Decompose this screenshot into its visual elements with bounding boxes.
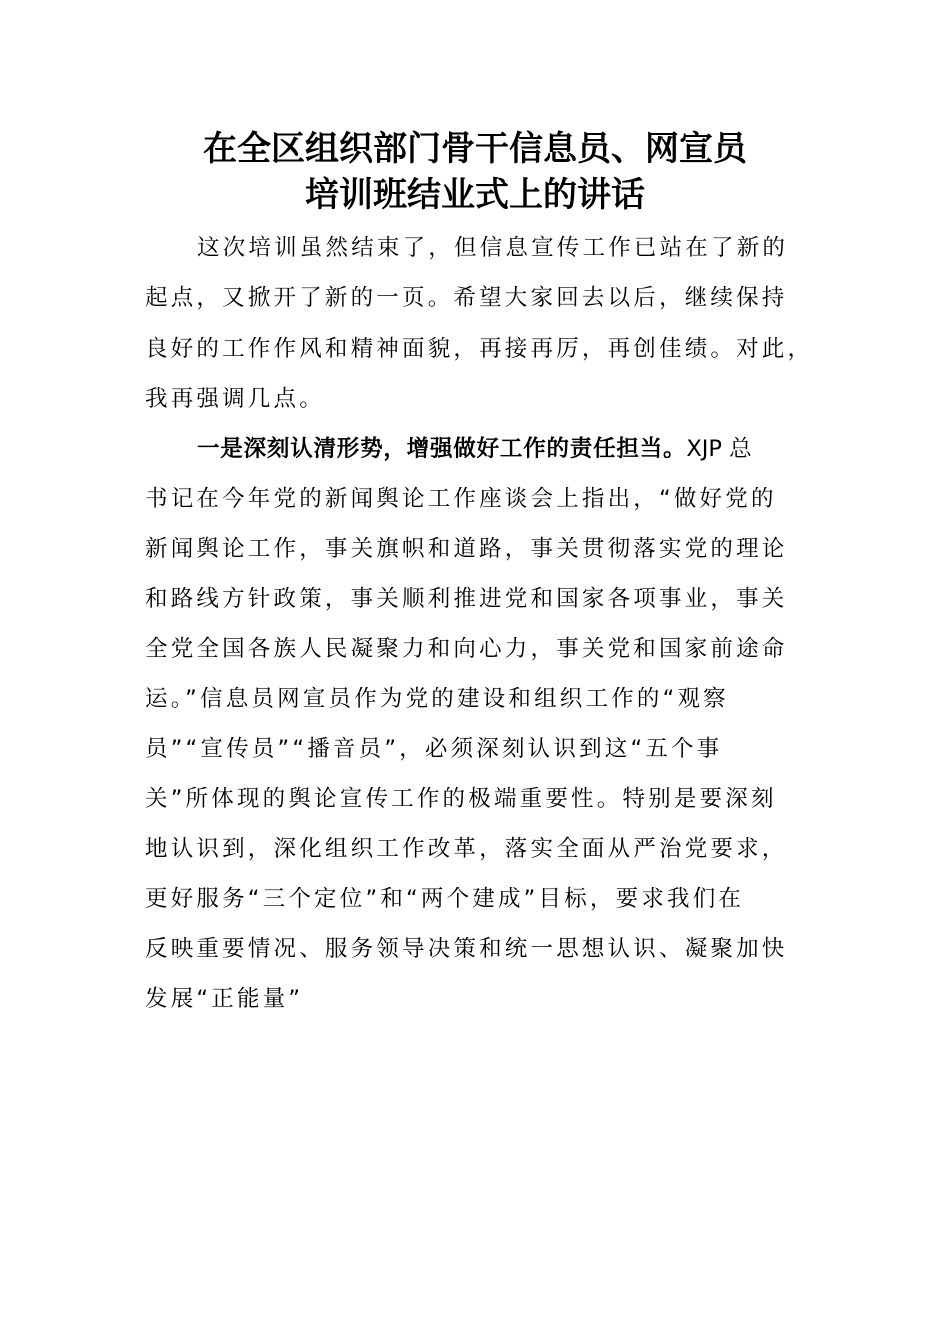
paragraph-2-line-1 (197, 434, 825, 464)
paragraph-2-line-2: 书记在今年党的新闻舆论工作座谈会上指出，“做好党的 (145, 486, 777, 512)
paragraph-2-line-8: 关”所体现的舆论宣传工作的极端重要性。特别是要深刻 (145, 786, 777, 812)
paragraph-1-line-1: 这次培训虽然结束了，但信息宣传工作已站在了新的 (197, 235, 789, 261)
paragraph-2-line-5: 全党全国各族人民凝聚力和向心力，事关党和国家前途命 (145, 636, 788, 662)
paragraph-2-line-4: 和路线方针政策，事关顺利推进党和国家各项事业，事关 (145, 586, 788, 612)
paragraph-2-line-3: 新闻舆论工作，事关旗帜和道路，事关贯彻落实党的理论 (145, 536, 788, 562)
paragraph-2-bold-heading: 一是深刻认清形势，增强做好工作的责任担当。 (197, 436, 687, 462)
paragraph-2-line-7: 员”“宣传员”“播音员”，必须深刻认识到这“五个事 (145, 736, 723, 762)
paragraph-2-line-9: 地认识到，深化组织工作改革，落实全面从严治党要求， (145, 836, 788, 862)
paragraph-1-line-3: 良好的工作作风和精神面貌，再接再厉，再创佳绩。对此， (145, 336, 814, 362)
paragraph-2-line-10: 更好服务“三个定位”和“两个建成”目标，要求我们在 (145, 886, 745, 912)
document-title-line-1: 在全区组织部门骨干信息员、网宣员 (203, 129, 747, 169)
paragraph-2-line-11: 反映重要情况、服务领导决策和统一思想认识、凝聚加快 (145, 936, 788, 962)
paragraph-1-line-4: 我再强调几点。 (145, 386, 325, 412)
document-title-line-2: 培训班结业式上的讲话 (305, 175, 645, 215)
paragraph-2-lead-rest: XJP 总 (686, 436, 752, 462)
paragraph-1-line-2: 起点，又掀开了新的一页。希望大家回去以后，继续保持 (145, 285, 788, 311)
paragraph-2-line-12: 发展“正能量” (145, 986, 304, 1012)
paragraph-2-line-6: 运。”信息员网宣员作为党的建设和组织工作的“观察 (145, 686, 729, 712)
